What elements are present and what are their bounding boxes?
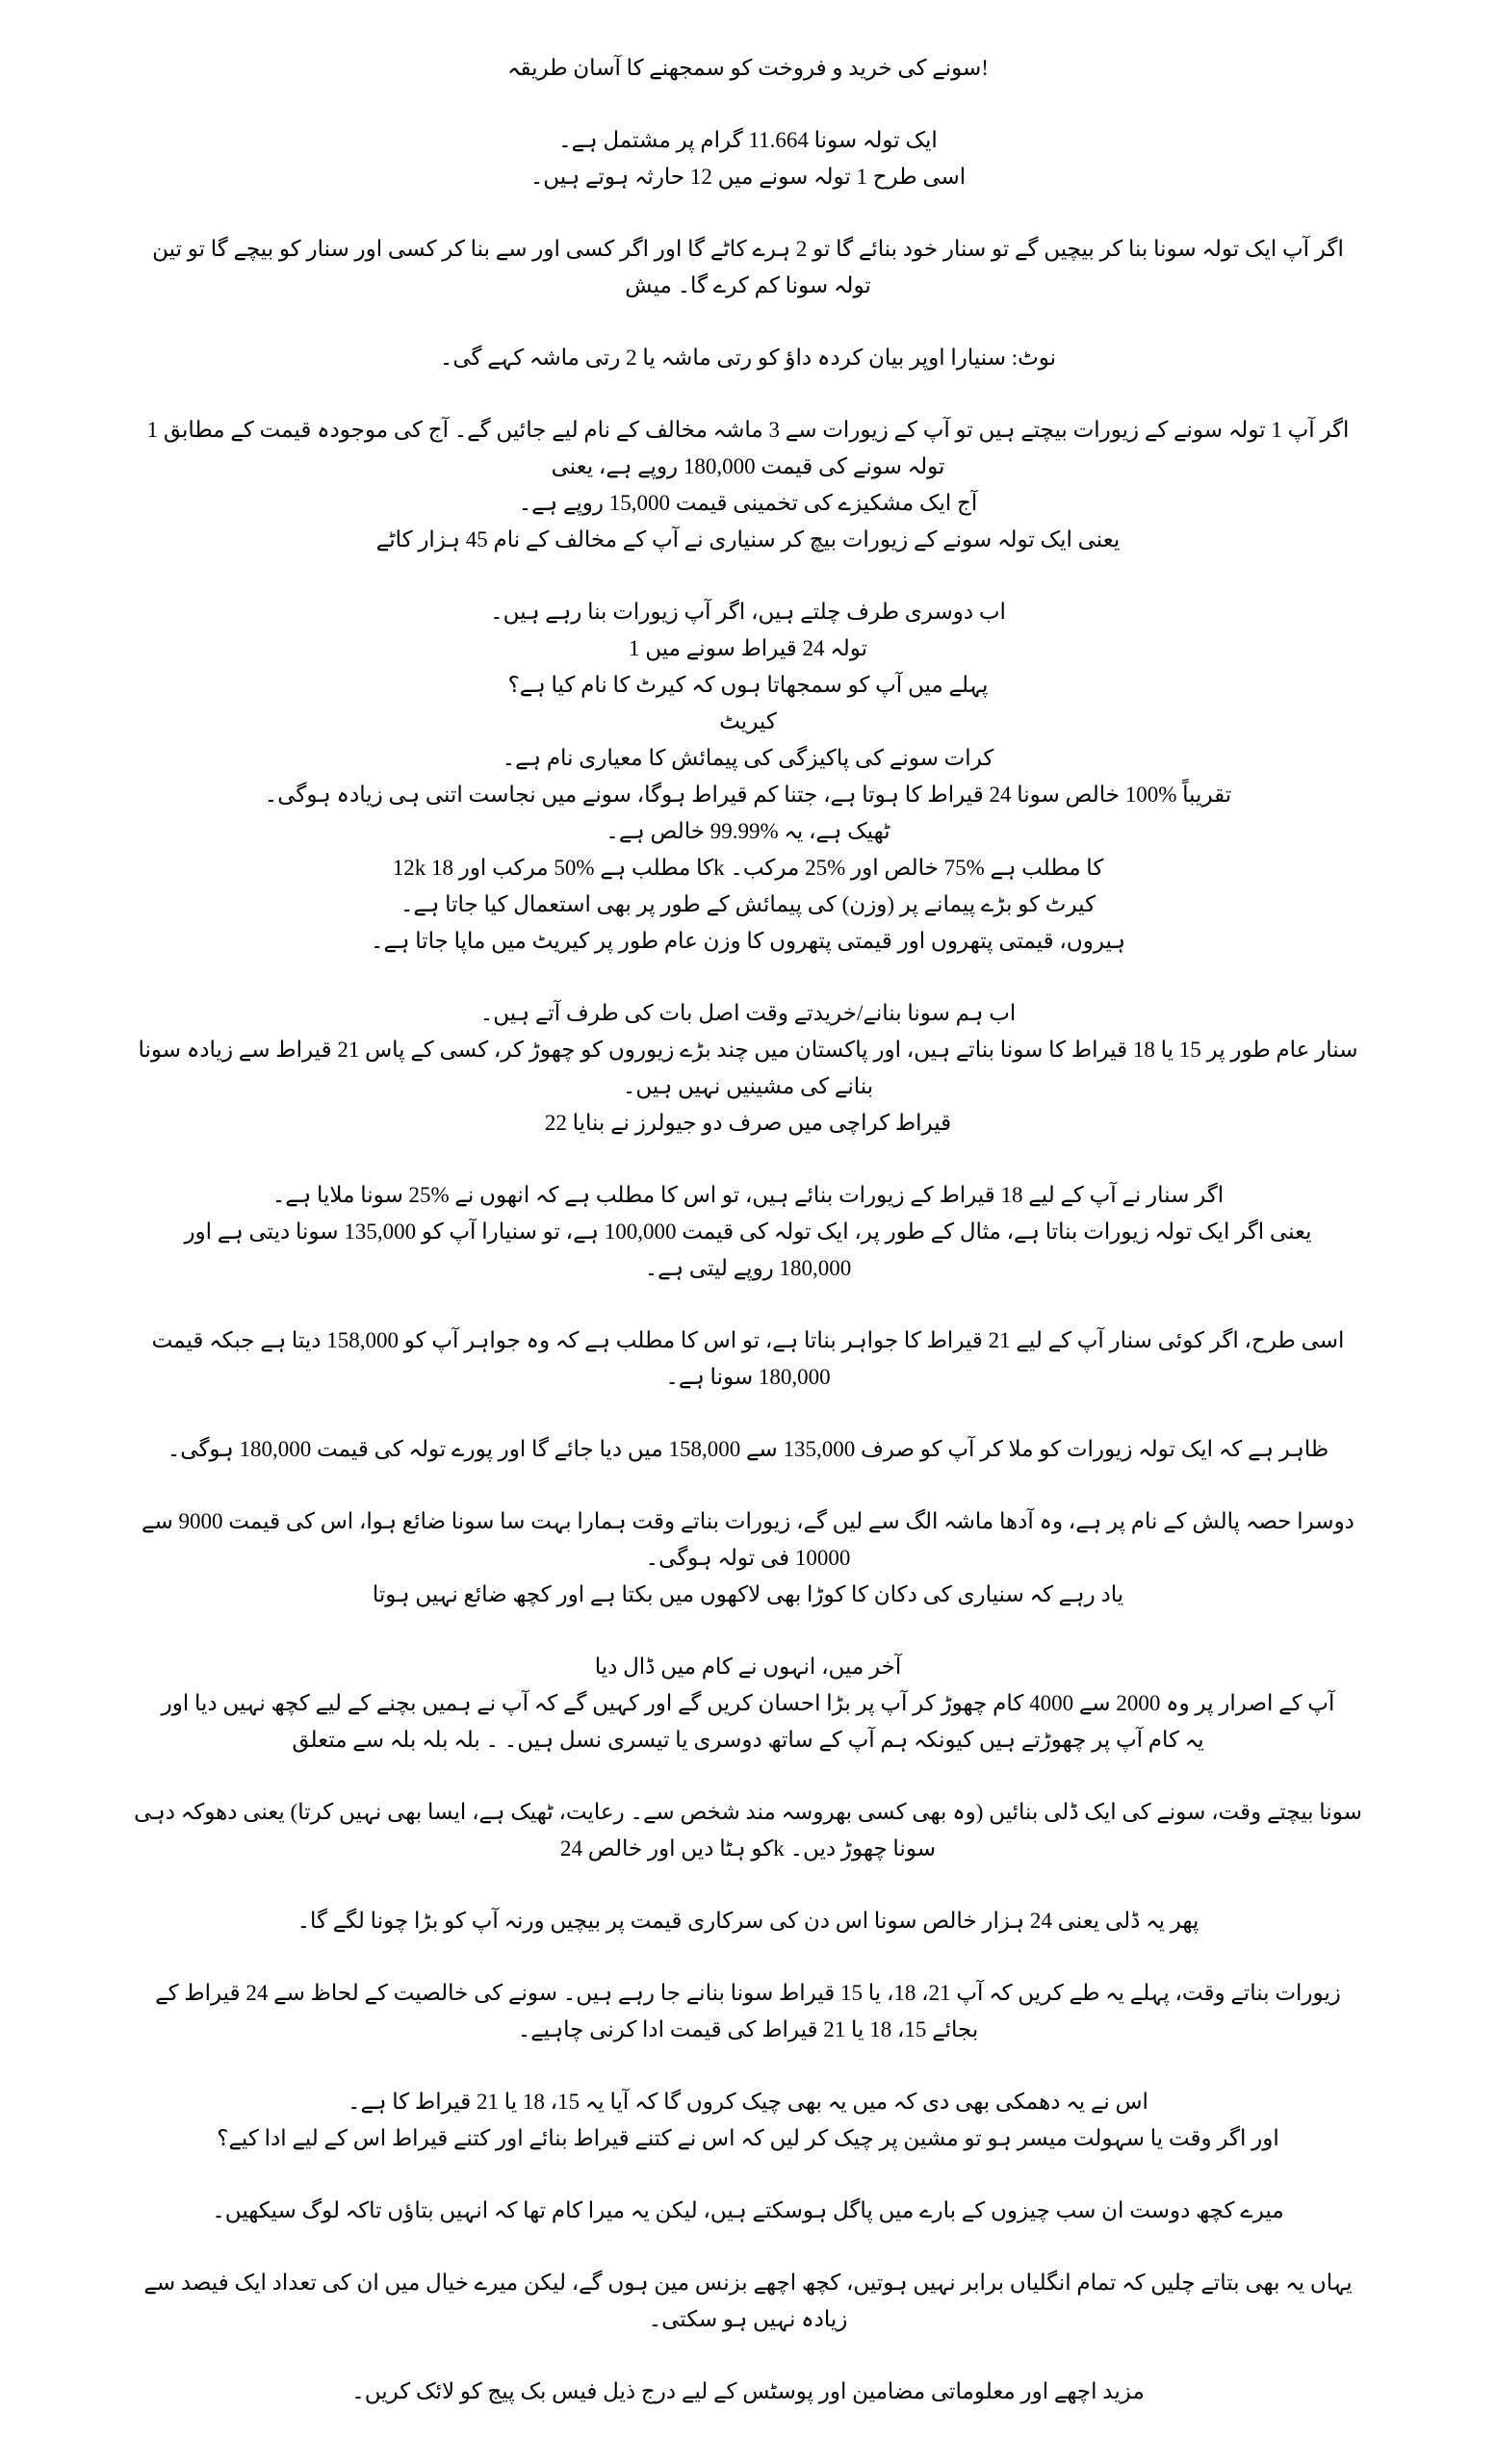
paragraph bbox=[27, 1649, 1469, 1758]
document-body bbox=[27, 122, 1469, 2410]
text-line: میرے کچھ دوست ان سب چیزوں کے بارے میں پاگل ہوسکتے ہیں، لیکن یہ میرا کام تھا کہ انہیں بتاؤں تاکہ لوگ سیکھیں۔ bbox=[212, 2198, 1284, 2222]
text-line: اسی طرح 1 تولہ سونے میں 12 حارثہ ہوتے ہیں۔ bbox=[529, 165, 967, 189]
text-line: سنار عام طور پر 15 یا 18 قیراط کا سونا بناتے ہیں، اور پاکستان میں چند بڑے زیوروں کو چھوڑ کر، کسی کے پاس 21 قیراط سے زیادہ سونا bbox=[138, 1038, 1358, 1062]
paragraph bbox=[27, 1177, 1469, 1287]
text-line: زیادہ نہیں ہو سکتی۔ bbox=[648, 2307, 848, 2331]
text-line: پھر یہ ڈلی یعنی 24 ہزار خالص سونا اس دن کی سرکاری قیمت پر بیچیں ورنہ آپ کو بڑا چونا لگے گا۔ bbox=[297, 1909, 1199, 1933]
paragraph bbox=[27, 412, 1469, 558]
paragraph bbox=[27, 2084, 1469, 2157]
text-line: آخر میں، انہوں نے کام میں ڈال دیا bbox=[594, 1655, 902, 1679]
text-line: 180,000 سونا ہے۔ bbox=[665, 1365, 831, 1389]
text-line: یعنی اگر ایک تولہ زیورات بناتا ہے، مثال کے طور پر، ایک تولہ کی قیمت 100,000 ہے، تو سنیارا آپ کو 135,000 سونا دیتی ہے اور bbox=[184, 1219, 1312, 1244]
paragraph bbox=[27, 1794, 1469, 1867]
text-line: یاد رہے کہ سنیاری کی دکان کا کوڑا بھی لاکھوں میں بکتا ہے اور کچھ ضائع نہیں ہوتا bbox=[372, 1582, 1124, 1606]
text-line: آج ایک مشکیزے کی تخمینی قیمت 15,000 روپے ہے۔ bbox=[518, 491, 978, 515]
paragraph bbox=[27, 231, 1469, 304]
paragraph bbox=[27, 1903, 1469, 1939]
text-line: ہیروں، قیمتی پتھروں اور قیمتی پتھروں کا وزن عام طور پر کیریٹ میں ماپا جاتا ہے۔ bbox=[371, 929, 1125, 953]
text-line: اس نے یہ دھمکی بھی دی کہ میں یہ بھی چیک کروں گا کہ آیا یہ 15، 18 یا 21 قیراط کا ہے۔ bbox=[348, 2090, 1148, 2114]
text-line: یعنی ایک تولہ سونے کے زیورات بیچ کر سنیاری نے آپ کے مخالف کے نام 45 ہزار کاٹے bbox=[375, 527, 1121, 552]
text-line: مزید اچھے اور معلوماتی مضامین اور پوسٹس کے لیے درج ذیل فیس بک پیج کو لائک کریں۔ bbox=[351, 2379, 1145, 2403]
text-line: تولہ سونے کی قیمت 180,000 روپے ہے، یعنی bbox=[551, 454, 945, 478]
text-line: کا مطلب ہے %75 خالص اور %25 مرکب۔ kکا مطلب ہے %50 مرکب اور 12k 18 bbox=[392, 856, 1104, 880]
text-line: ظاہر ہے کہ ایک تولہ زیورات کو ملا کر آپ کو صرف 135,000 سے 158,000 میں دیا جائے گا اور پورے تولہ کی قیمت 180,000 ہوگی۔ bbox=[167, 1437, 1329, 1461]
text-line: یہ کام آپ پر چھوڑتے ہیں کیونکہ ہم آپ کے ساتھ دوسری یا تیسری نسل ہیں۔ ۔ بلہ بلہ بلہ سے متعلق bbox=[292, 1728, 1204, 1752]
text-line: سونا بیچتے وقت، سونے کی ایک ڈلی بنائیں (وہ بھی کسی بھروسہ مند شخص سے۔ رعایت، ٹھیک ہے، ایسا بھی نہیں کرتا) یعنی دھوکہ دہی bbox=[134, 1800, 1362, 1824]
paragraph bbox=[27, 2193, 1469, 2229]
text-line: اب دوسری طرف چلتے ہیں، اگر آپ زیورات بنا رہے ہیں۔ bbox=[490, 600, 1006, 624]
text-line: نوٹ: سنیارا اوپر بیان کردہ داؤ کو رتی ماشہ یا 2 رتی ماشہ کہے گی۔ bbox=[439, 346, 1057, 370]
text-line: کرات سونے کی پاکیزگی کی پیمائش کا معیاری نام ہے۔ bbox=[502, 746, 994, 770]
text-line: اگر آپ ایک تولہ سونا بنا کر بیچیں گے تو سنار خود بنائے گا تو 2 ہرے کاٹے گا اور اگر کسی اور سے بنا کر کسی اور سنار کو بیچے گا تو تین bbox=[152, 237, 1344, 261]
text-line: کیریٹ bbox=[719, 709, 777, 733]
text-line: سونا چھوڑ دیں۔ kکو ہٹا دیں اور خالص 24 bbox=[560, 1836, 936, 1861]
text-line: بجائے 15، 18 یا 21 قیراط کی قیمت ادا کرنی چاہیے۔ bbox=[517, 2017, 979, 2041]
paragraph bbox=[27, 594, 1469, 960]
text-line: قیراط کراچی میں صرف دو جیولرز نے بنایا 22 bbox=[544, 1111, 952, 1135]
paragraph bbox=[27, 1975, 1469, 2048]
paragraph bbox=[27, 2265, 1469, 2338]
paragraph bbox=[27, 340, 1469, 376]
text-line: اور اگر وقت یا سہولت میسر ہو تو مشین پر چیک کر لیں کہ اس نے کتنے قیراط بنائے اور کتنے قیراط اس کے لیے ادا کیے؟ bbox=[217, 2126, 1279, 2150]
text-line: ایک تولہ سونا 11.664 گرام پر مشتمل ہے۔ bbox=[558, 128, 938, 152]
text-line: دوسرا حصہ پالش کے نام پر ہے، وہ آدھا ماشہ الگ سے لیں گے، زیورات بناتے وقت ہمارا بہت سا سونا ضائع ہوا، اس کی قیمت 9000 سے bbox=[142, 1509, 1354, 1533]
text-line: ٹھیک ہے، یہ %99.99 خالص ہے۔ bbox=[606, 819, 890, 843]
text-line: تقریباً %100 خالص سونا 24 قیراط کا ہوتا ہے، جتنا کم قیراط ہوگا، سونے میں نجاست اتنی ہی زیادہ ہوگی۔ bbox=[264, 783, 1232, 807]
text-line: بنانے کی مشینیں نہیں ہیں۔ bbox=[622, 1074, 874, 1098]
text-line: 180,000 روپے لیتی ہے۔ bbox=[644, 1256, 852, 1280]
paragraph bbox=[27, 1322, 1469, 1396]
text-line: 10000 فی تولہ ہوگی۔ bbox=[645, 1546, 851, 1570]
text-line: یہاں یہ بھی بتاتے چلیں کہ تمام انگلیاں برابر نہیں ہوتیں، کچھ اچھے بزنس مین ہوں گے، لیکن میرے خیال میں ان کی تعداد ایک فیصد سے bbox=[143, 2271, 1353, 2295]
paragraph bbox=[27, 1431, 1469, 1468]
page-title: !سونے کی خرید و فروخت کو سمجھنے کا آسان طریقہ bbox=[507, 56, 989, 80]
paragraph bbox=[27, 1503, 1469, 1613]
text-line: کیرٹ کو بڑے پیمانے پر (وزن) کی پیمائش کے طور پر بھی استعمال کیا جاتا ہے۔ bbox=[400, 892, 1096, 916]
text-line: تولہ سونا کم کرے گا۔ میش bbox=[625, 273, 871, 297]
text-line: اگر سنار نے آپ کے لیے 18 قیراط کے زیورات بنائے ہیں، تو اس کا مطلب ہے کہ انھوں نے %25 سونا ملایا ہے۔ bbox=[271, 1183, 1225, 1207]
paragraph bbox=[27, 995, 1469, 1142]
text-line: اسی طرح، اگر کوئی سنار آپ کے لیے 21 قیراط کا جواہر بناتا ہے، تو اس کا مطلب ہے کہ وہ جواہر آپ کو 158,000 دیتا ہے جبکہ قیمت bbox=[151, 1328, 1345, 1352]
text-line: پہلے میں آپ کو سمجھاتا ہوں کہ کیرٹ کا نام کیا ہے؟ bbox=[507, 673, 989, 697]
text-line: تولہ 24 قیراط سونے میں 1 bbox=[628, 636, 868, 660]
paragraph bbox=[27, 122, 1469, 195]
text-line: اگر آپ 1 تولہ سونے کے زیورات بیچتے ہیں تو آپ کے زیورات سے 3 ماشہ مخالف کے نام لیے جائیں گے۔ آج کی موجودہ قیمت کے مطابق 1 bbox=[146, 418, 1350, 442]
text-line: زیورات بناتے وقت، پہلے یہ طے کریں کہ آپ 21، 18، یا 15 قیراط سونا بنانے جا رہے ہیں۔ سونے کی خالصیت کے لحاظ سے 24 قیراط کے bbox=[155, 1981, 1341, 2005]
text-line: اب ہم سونا بنانے/خریدتے وقت اصل بات کی طرف آتے ہیں۔ bbox=[479, 1001, 1017, 1025]
text-line: آپ کے اصرار پر وہ 2000 سے 4000 کام چھوڑ کر آپ پر بڑا احسان کریں گے اور کہیں گے کہ آپ نے ہمیں بچنے کے لیے کچھ نہیں دیا اور bbox=[161, 1691, 1335, 1715]
paragraph bbox=[27, 2374, 1469, 2410]
